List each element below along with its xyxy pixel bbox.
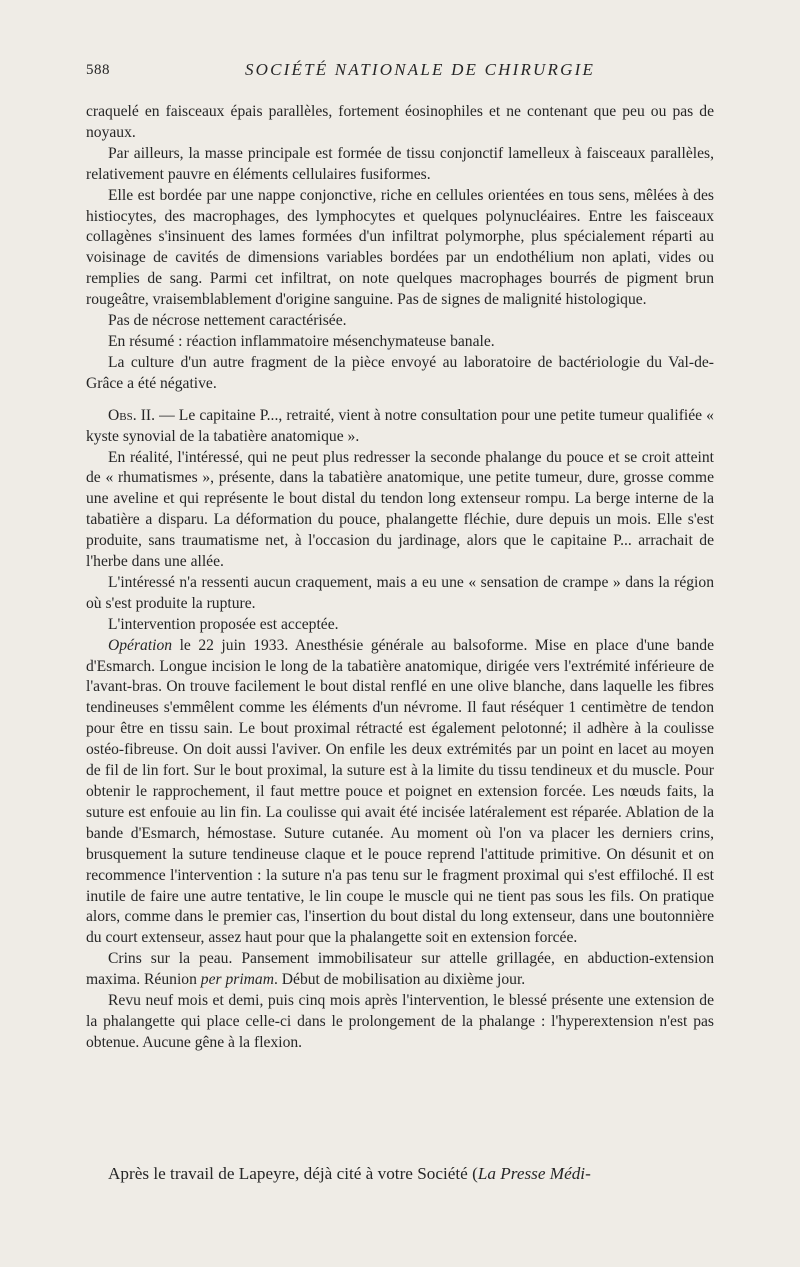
- crins-text-after: . Début de mobilisation au dixième jour.: [273, 971, 526, 989]
- closing-italic: La Presse Médi-: [477, 1164, 591, 1183]
- paragraph: Elle est bordée par une nappe conjonctive, riche en cellules orientées en tous sens, mêlées à des histiocytes, des macrophages, des lymphocytes et quelques polynucléaires. Entre les faisceaux collagènes s'insinuent des lames formées d'un infiltrat polymorphe, plus spécialement réparti au voisinage de cavités de dimensions variables bordées par un endothélium non aplati, vides ou remplies de sang. Parmi cet infiltrat, on note quelques macrophages bourrés de pigment brun rougeâtre, vraisemblablement d'origine sanguine. Pas de signes de malignité histologique.: [86, 186, 714, 309]
- paragraph: Par ailleurs, la masse principale est formée de tissu conjonctif lamelleux à faisceaux parallèles, relativement pauvre en éléments cellulaires fusiformes.: [86, 144, 714, 183]
- closing-line: [86, 1163, 714, 1185]
- paragraph: Revu neuf mois et demi, puis cinq mois après l'intervention, le blessé présente une extension de la phalangette qui place celle-ci dans le prolongement de la phalange : l'hyperextension n'est pas obtenue. Aucune gêne à la flexion.: [86, 992, 714, 1051]
- operation-label: Opération: [108, 636, 173, 654]
- paragraph: L'intéressé n'a ressenti aucun craquement, mais a eu une « sensation de crampe » dans la région où s'est produite la rupture.: [86, 573, 714, 612]
- operation-paragraph: [86, 636, 714, 950]
- observation-text: — Le capitaine P..., retraité, vient à notre consultation pour une petite tumeur qualifiée « kyste synovial de la tabatière anatomique ».: [86, 406, 714, 445]
- paragraph: L'intervention proposée est acceptée.: [108, 615, 339, 633]
- page-header: [86, 60, 714, 84]
- paragraph: craquelé en faisceaux épais parallèles, fortement éosinophiles et ne contenant que peu ou pas de noyaux.: [86, 103, 714, 141]
- page-number: 588: [86, 62, 110, 78]
- operation-text: le 22 juin 1933. Anesthésie générale au balsoforme. Mise en place d'une bande d'Esmarch. Longue incision le long de la tabatière anatomique, dirigée vers l'extrémité inférieure de l'avant-bras. On trouve facilement le bout distal renflé en une olive blanche, dans laquelle les fibres tendineuses s'emmêlent comme les éléments d'un névrome. Il faut réséquer 1 centimètre de tendon pour être en tissu sain. Le bout proximal rétracté est également pelotonné; il adhère à la coulisse ostéo-fibreuse. On doit aussi l'aviver. On enfile les deux extrémités par un point en lacet au moyen de fil de lin fort. Sur le bout proximal, la suture est à la limite du tissu tendineux et du muscle. Pour obtenir le rapprochement, il faut mettre pouce et poignet en extension forcée. Les nœuds faits, la suture est enfouie au lin fin. La coulisse qui avait été incisée latéralement est réparée. Ablation de la bande d'Esmarch, hémostase. Suture cutanée. Au moment où l'on va placer les derniers crins, brusquement la suture tendineuse claque et le pouce reprend l'attitude primitive. On désunit et on recommence l'intervention : la suture n'a pas tenu sur le fragment proximal qui s'est effiloché. Il est inutile de faire une autre tentative, le lin coupe le muscle qui ne tient pas sous les fils. On pratique alors, comme dans le premier cas, l'insertion du bout distal du long extenseur, dans une boutonnière du court extenseur, assez haut pour que la phalangette soit en extension forcée.: [86, 636, 714, 947]
- paragraph: La culture d'un autre fragment de la pièce envoyé au laboratoire de bactériologie du Val-de-Grâce a été négative.: [86, 353, 714, 392]
- paragraph: En réalité, l'intéressé, qui ne peut plus redresser la seconde phalange du pouce et se croit atteint de « rhumatismes », présente, dans la tabatière anatomique, une petite tumeur, dure, grosse comme une aveline et qui représente le bout distal du tendon long extenseur rompu. La berge interne de la tabatière a disparu. La déformation du pouce, phalangette fléchie, dure depuis un mois. Elle s'est produite, sans traumatisme net, à l'occasion du jardinage, alors que le capitaine P... arrachait de l'herbe dans une allée.: [86, 448, 714, 571]
- paragraph: Pas de nécrose nettement caractérisée.: [108, 312, 347, 330]
- crins-paragraph: [86, 949, 714, 991]
- closing-text: Après le travail de Lapeyre, déjà cité à votre Société (: [108, 1164, 478, 1183]
- paragraph: En résumé : réaction inflammatoire mésenchymateuse banale.: [108, 332, 495, 350]
- crins-italic: per primam: [200, 971, 274, 989]
- observation-paragraph: [86, 406, 714, 448]
- closing-paragraph: [86, 1163, 714, 1185]
- running-title: SOCIÉTÉ NATIONALE DE CHIRURGIE: [244, 60, 596, 79]
- crins-text-before: Crins sur la peau. Pansement immobilisateur sur attelle grillagée, en abduction-extension maxima. Réunion: [86, 950, 714, 989]
- body-text: [86, 102, 714, 1054]
- observation-label: Obs. II.: [108, 406, 155, 424]
